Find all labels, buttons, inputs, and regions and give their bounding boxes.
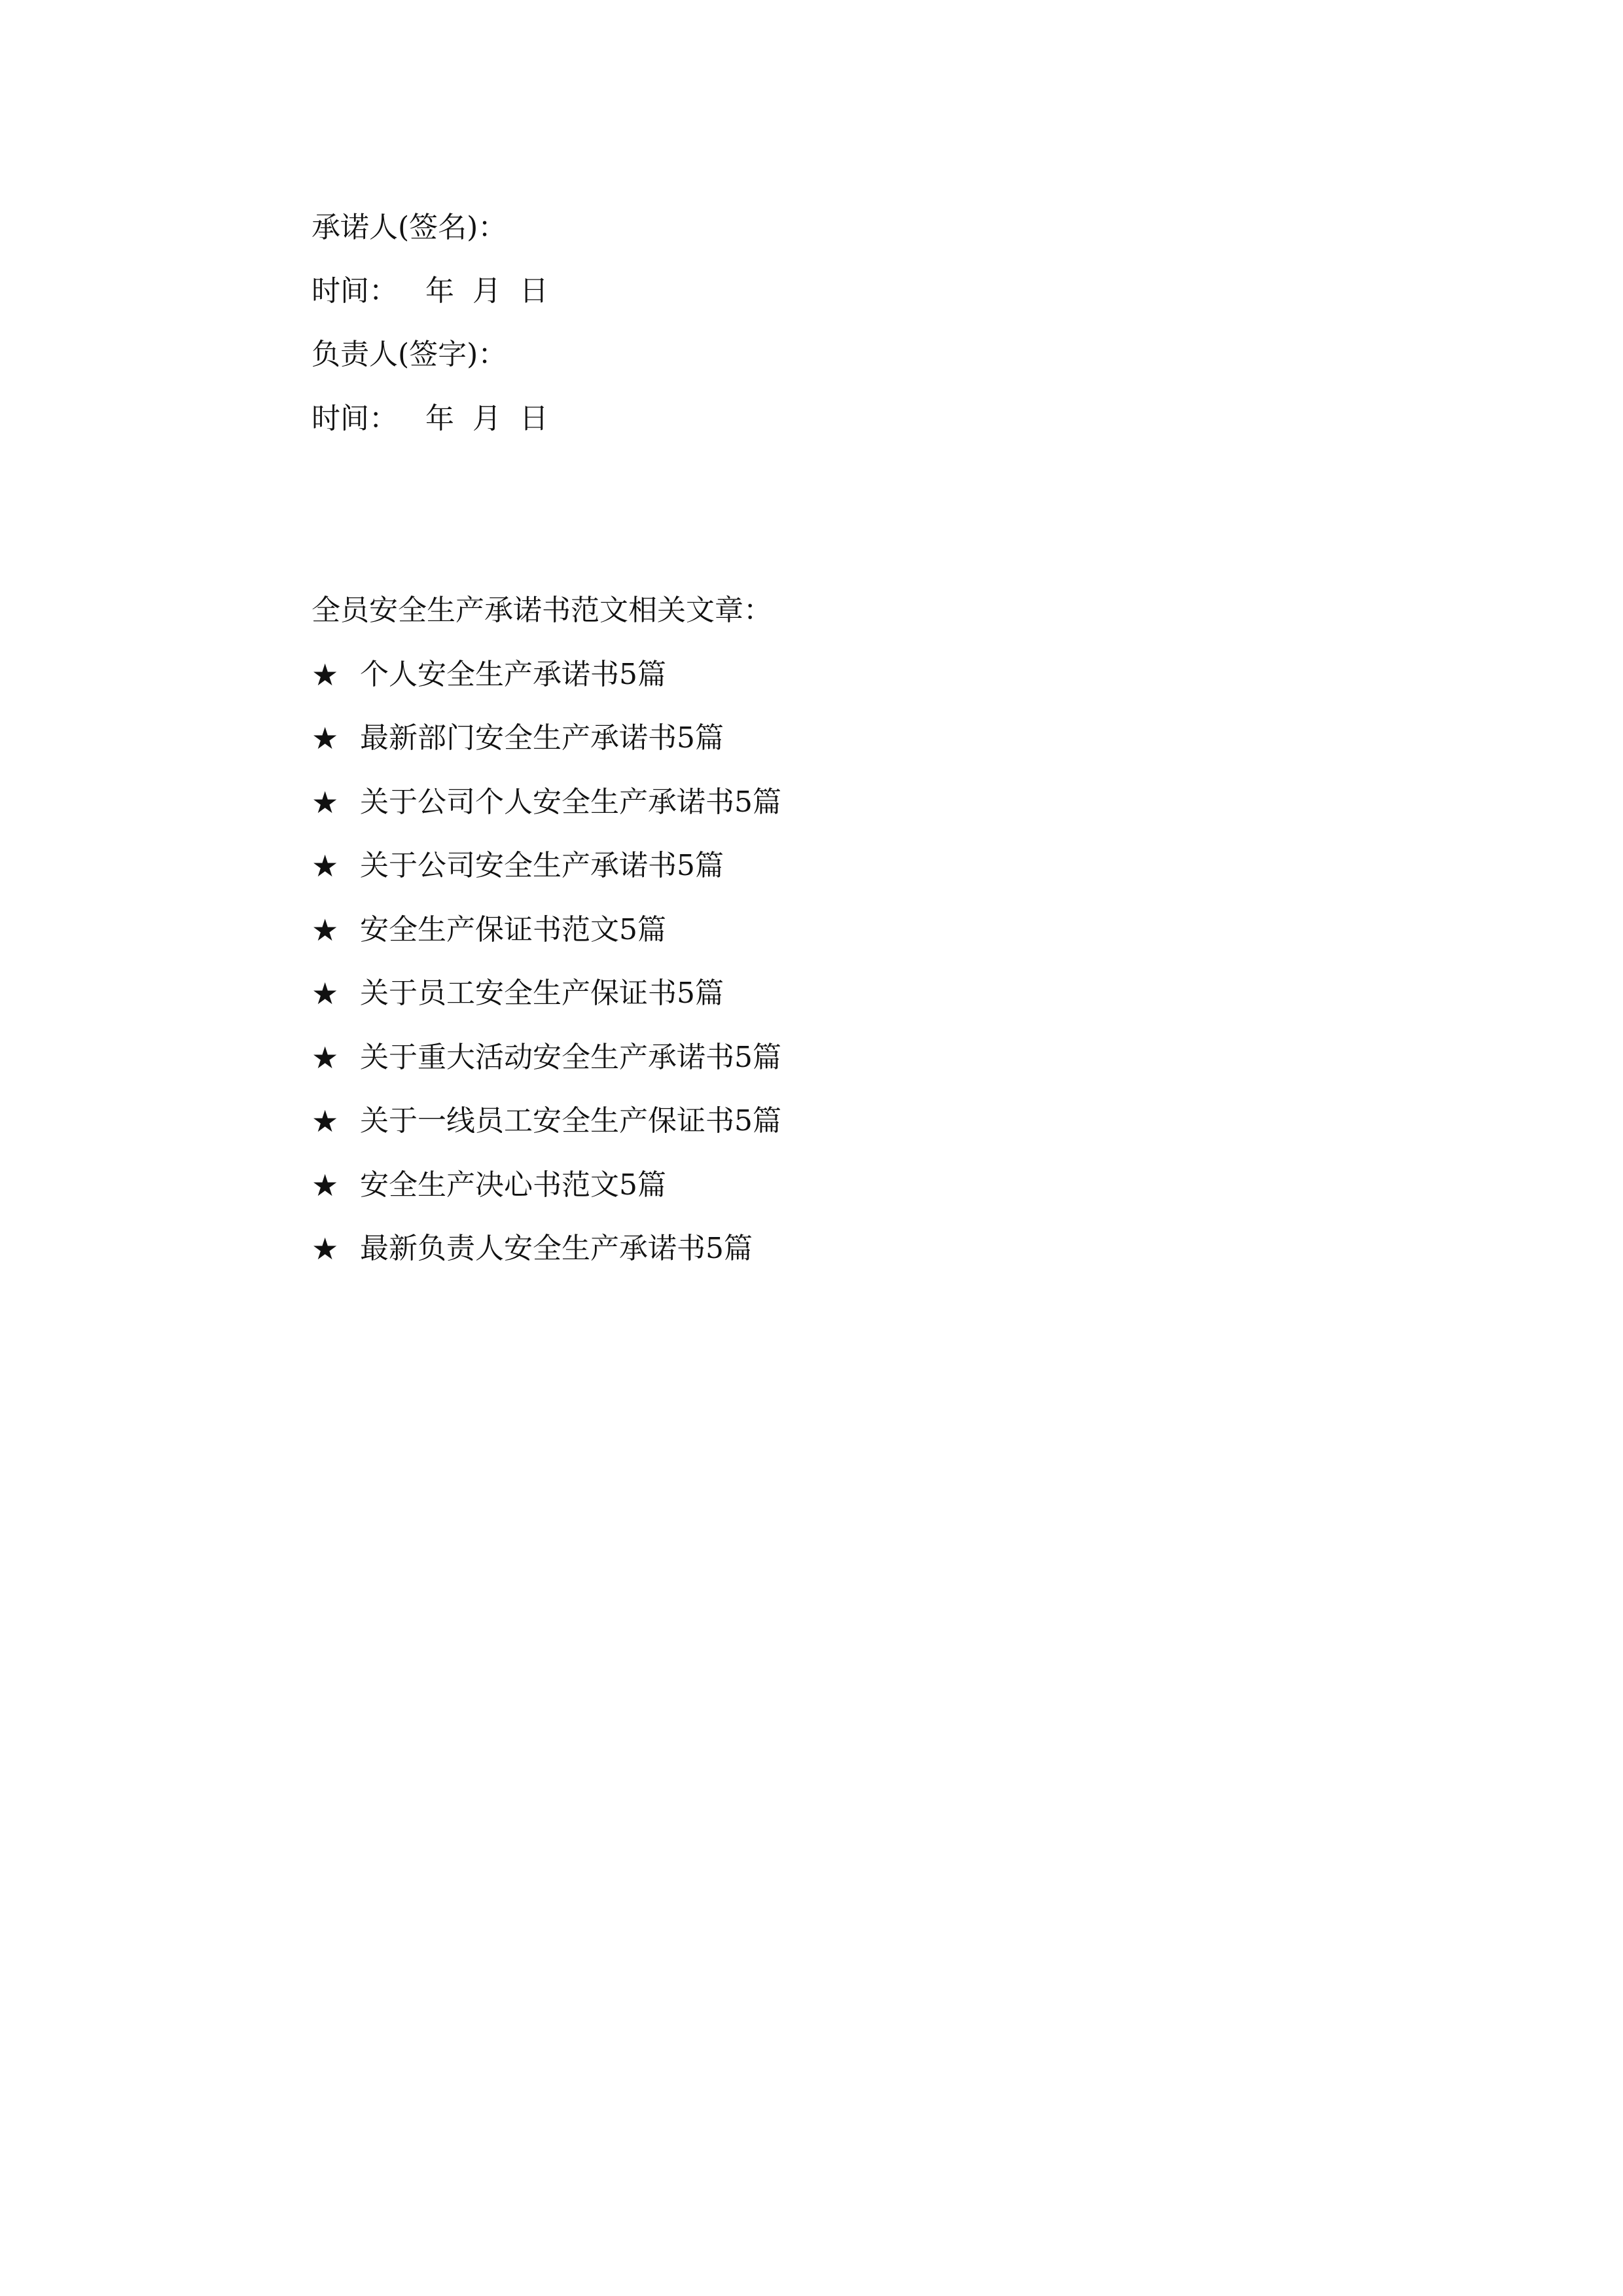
star-icon: ★: [312, 1168, 339, 1203]
star-icon: ★: [312, 1231, 339, 1266]
related-article-title[interactable]: 关于员工安全生产保证书5篇: [360, 977, 724, 1010]
related-article-title[interactable]: 关于公司个人安全生产承诺书5篇: [360, 785, 781, 819]
promisor-signature-label: 承诺人(签名)：: [312, 211, 507, 244]
related-article-title[interactable]: 关于重大活动安全生产承诺书5篇: [360, 1041, 781, 1074]
star-icon: ★: [312, 1040, 339, 1075]
related-article-title[interactable]: 安全生产保证书范文5篇: [360, 913, 666, 946]
star-icon: ★: [312, 912, 339, 948]
star-icon: ★: [312, 1103, 339, 1139]
related-article-link[interactable]: [312, 1038, 781, 1077]
related-article-title[interactable]: 最新部门安全生产承诺书5篇: [360, 721, 724, 755]
related-article-link[interactable]: [312, 974, 724, 1013]
related-article-title[interactable]: 个人安全生产承诺书5篇: [360, 658, 666, 691]
promisor-date-line: 时间： 年 月 日: [312, 274, 548, 308]
responsible-signature-label: 负责人(签字)：: [312, 338, 507, 371]
related-article-title[interactable]: 安全生产决心书范文5篇: [360, 1168, 666, 1202]
related-article-title[interactable]: 关于一线员工安全生产保证书5篇: [360, 1104, 781, 1138]
star-icon: ★: [312, 657, 339, 692]
related-article-link[interactable]: [312, 846, 724, 886]
related-article-link[interactable]: [312, 783, 781, 822]
related-article-link[interactable]: [312, 719, 724, 758]
related-article-link[interactable]: [312, 655, 666, 694]
responsible-date-line: 时间： 年 月 日: [312, 402, 548, 435]
related-articles-heading: 全员安全生产承诺书范文相关文章：: [312, 594, 772, 627]
star-icon: ★: [312, 721, 339, 756]
related-article-link[interactable]: [312, 1166, 666, 1205]
star-icon: ★: [312, 976, 339, 1011]
related-article-link[interactable]: [312, 1102, 781, 1141]
related-article-title[interactable]: 关于公司安全生产承诺书5篇: [360, 849, 724, 882]
related-article-title[interactable]: 最新负责人安全生产承诺书5篇: [360, 1232, 753, 1265]
related-article-link[interactable]: [312, 910, 666, 950]
related-article-link[interactable]: [312, 1229, 753, 1268]
star-icon: ★: [312, 848, 339, 884]
star-icon: ★: [312, 785, 339, 820]
